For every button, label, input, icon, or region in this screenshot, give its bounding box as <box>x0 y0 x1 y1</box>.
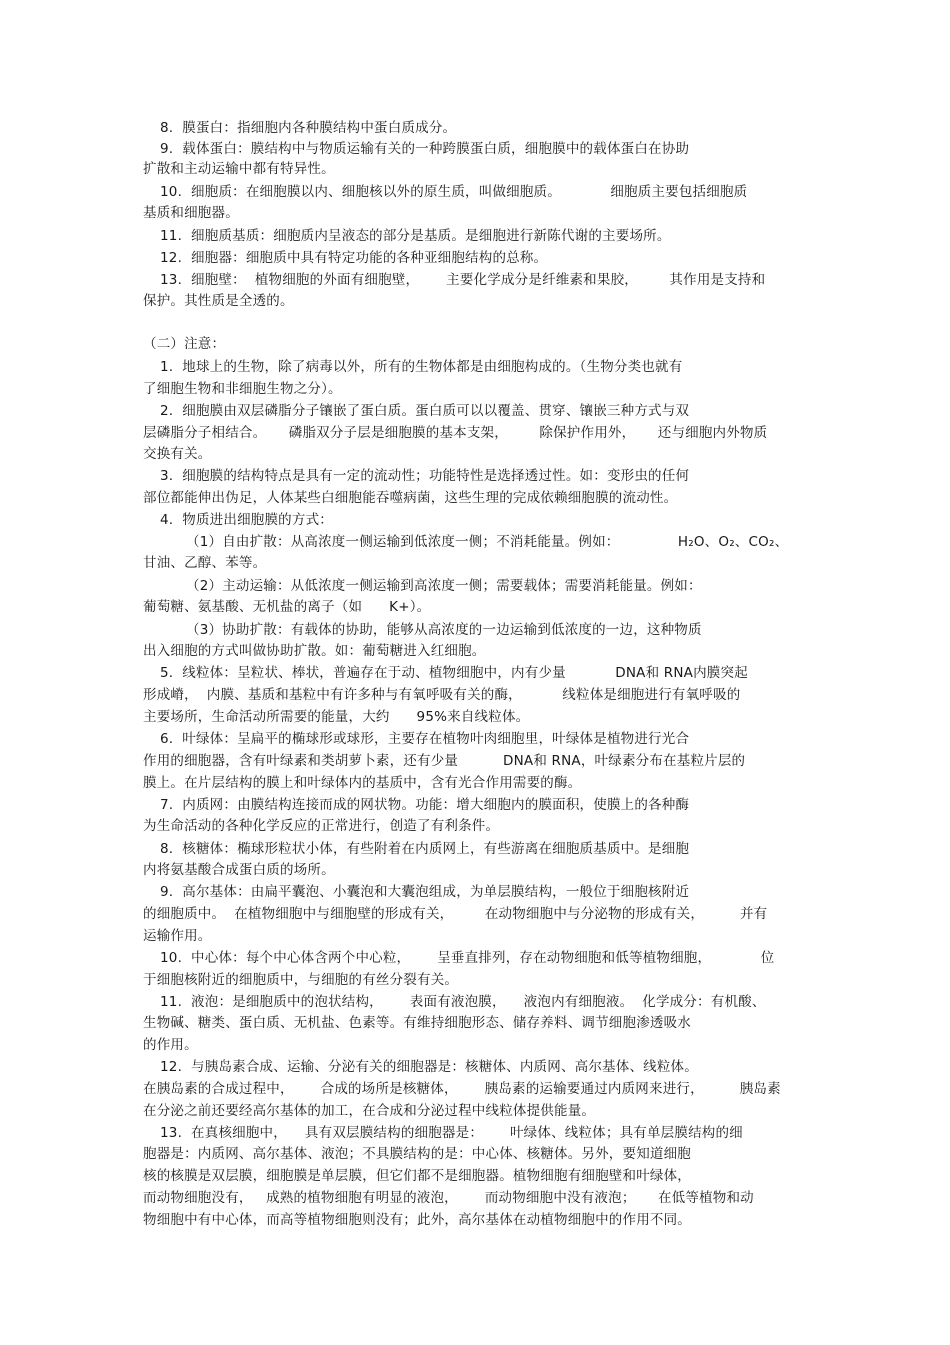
definition-line: 11. 细胞质基质：细胞质内呈液态的部分是基质。是细胞进行新陈代谢的主要场所。 <box>160 228 671 244</box>
note-line: 于细胞核附近的细胞质中，与细胞的有丝分裂有关。 <box>143 972 459 988</box>
note-line: 8. 核糖体：椭球形粒状小体，有些附着在内质网上，有些游离在细胞质基质中。是细胞 <box>160 841 690 857</box>
note-line: （3）协助扩散：有载体的协助，能够从高浓度的一边运输到低浓度的一边，这种物质 <box>186 622 702 638</box>
definition-line: 13. 细胞壁： 植物细胞的外面有细胞壁， 主要化学成分是纤维素和果胶， 其作用是支持和 <box>160 272 766 288</box>
note-line: 主要场所，生命活动所需要的能量，大约 95%来自线粒体。 <box>143 709 530 725</box>
note-line: 了细胞生物和非细胞生物之分）。 <box>143 381 342 397</box>
definition-line: 9. 载体蛋白：膜结构中与物质运输有关的一种跨膜蛋白质，细胞膜中的载体蛋白在协助 <box>160 141 690 157</box>
note-line: 出入细胞的方式叫做协助扩散。如：葡萄糖进入红细胞。 <box>143 643 486 659</box>
note-line: 13. 在真核细胞中， 具有双层膜结构的细胞器是： 叶绿体、线粒体；具有单层膜结构的细 <box>160 1125 743 1141</box>
note-line: 9. 高尔基体：由扁平囊泡、小囊泡和大囊泡组成，为单层膜结构，一般位于细胞核附近 <box>160 884 690 900</box>
note-line: 作用的细胞器，含有叶绿素和类胡萝卜素，还有少量 DNA和 RNA，叶绿素分布在基粒片层的 <box>143 753 746 769</box>
note-line: 形成嵴， 内膜、基质和基粒中有许多种与有氧呼吸有关的酶， 线粒体是细胞进行有氧呼吸的 <box>143 687 741 703</box>
section-heading: （二）注意： <box>143 336 226 352</box>
note-line: 11. 液泡：是细胞质中的泡状结构， 表面有液泡膜， 液泡内有细胞液。 化学成分：有机酸、 <box>160 994 766 1010</box>
note-line: 而动物细胞没有， 成熟的植物细胞有明显的液泡， 而动物细胞中没有液泡； 在低等植物和动 <box>143 1190 754 1206</box>
note-line: 层磷脂分子相结合。 磷脂双分子层是细胞膜的基本支架， 除保护作用外， 还与细胞内外物质 <box>143 425 768 441</box>
note-line: 2. 细胞膜由双层磷脂分子镶嵌了蛋白质。蛋白质可以以覆盖、贯穿、镶嵌三种方式与双 <box>160 403 690 419</box>
note-line: 的作用。 <box>143 1037 198 1053</box>
note-line: 在分泌之前还要经高尔基体的加工，在合成和分泌过程中线粒体提供能量。 <box>143 1103 596 1119</box>
definition-line: 10. 细胞质：在细胞膜以内、细胞核以外的原生质，叫做细胞质。 细胞质主要包括细胞质 <box>160 184 748 200</box>
definition-line: 12. 细胞器：细胞质中具有特定功能的各种亚细胞结构的总称。 <box>160 250 548 266</box>
note-line: 10. 中心体：每个中心体含两个中心粒， 呈垂直排列，存在动物细胞和低等植物细胞， 位 <box>160 950 775 966</box>
note-line: 3. 细胞膜的结构特点是具有一定的流动性；功能特性是选择透过性。如：变形虫的任何 <box>160 468 690 484</box>
note-line: （1）自由扩散：从高浓度一侧运输到低浓度一侧；不消耗能量。例如： H₂O、O₂、CO₂、 <box>186 534 789 550</box>
definition-line: 保护。其性质是全透的。 <box>143 293 294 309</box>
note-line: 7. 内质网：由膜结构连接而成的网状物。功能：增大细胞内的膜面积，使膜上的各种酶 <box>160 797 690 813</box>
note-line: 甘油、乙醇、苯等。 <box>143 555 267 571</box>
definition-line: 基质和细胞器。 <box>143 205 239 221</box>
note-line: 葡萄糖、氨基酸、无机盐的离子（如 K+）。 <box>143 599 431 615</box>
note-line: 的细胞质中。 在植物细胞中与细胞壁的形成有关， 在动物细胞中与分泌物的形成有关， 并有 <box>143 906 768 922</box>
note-line: 内将氨基酸合成蛋白质的场所。 <box>143 862 335 878</box>
note-line: 4. 物质进出细胞膜的方式： <box>160 512 333 528</box>
note-line: 在胰岛素的合成过程中， 合成的场所是核糖体， 胰岛素的运输要通过内质网来进行， 胰岛素 <box>143 1081 781 1097</box>
definition-line: 扩散和主动运输中都有特异性。 <box>143 161 335 177</box>
definition-line: 8. 膜蛋白：指细胞内各种膜结构中蛋白质成分。 <box>160 120 457 136</box>
note-line: 核的核膜是双层膜，细胞膜是单层膜，但它们都不是细胞器。植物细胞有细胞壁和叶绿体， <box>143 1168 691 1184</box>
note-line: （2）主动运输：从低浓度一侧运输到高浓度一侧；需要载体；需要消耗能量。例如： <box>186 578 702 594</box>
note-line: 6. 叶绿体：呈扁平的椭球形或球形，主要存在植物叶肉细胞里，叶绿体是植物进行光合 <box>160 731 690 747</box>
note-line: 交换有关。 <box>143 446 212 462</box>
note-line: 为生命活动的各种化学反应的正常进行，创造了有利条件。 <box>143 818 500 834</box>
note-line: 1. 地球上的生物，除了病毒以外，所有的生物体都是由细胞构成的。（生物分类也就有 <box>160 359 683 375</box>
note-line: 胞器是：内质网、高尔基体、液泡；不具膜结构的是：中心体、核糖体。另外，要知道细胞 <box>143 1146 691 1162</box>
note-line: 12. 与胰岛素合成、运输、分泌有关的细胞器是：核糖体、内质网、高尔基体、线粒体。 <box>160 1059 698 1075</box>
note-line: 物细胞中有中心体，而高等植物细胞则没有；此外，高尔基体在动植物细胞中的作用不同。 <box>143 1212 691 1228</box>
note-line: 部位都能伸出伪足，人体某些白细胞能吞噬病菌，这些生理的完成依赖细胞膜的流动性。 <box>143 490 678 506</box>
note-line: 生物碱、糖类、蛋白质、无机盐、色素等。有维持细胞形态、储存养料、调节细胞渗透吸水 <box>143 1015 691 1031</box>
note-line: 运输作用。 <box>143 928 212 944</box>
note-line: 膜上。在片层结构的膜上和叶绿体内的基质中，含有光合作用需要的酶。 <box>143 775 582 791</box>
note-line: 5. 线粒体：呈粒状、棒状，普遍存在于动、植物细胞中，内有少量 DNA和 RNA内膜突起 <box>160 665 748 681</box>
